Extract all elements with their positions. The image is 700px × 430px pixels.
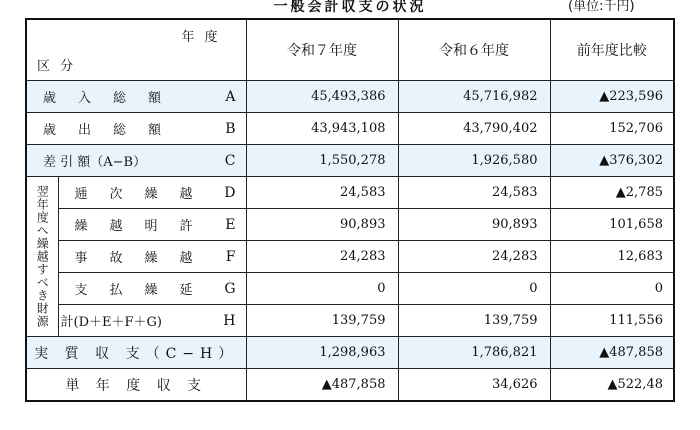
row-name-char: 越 [109,219,123,234]
row-label-a [26,81,246,113]
row-name-char: 越 [179,251,193,266]
cell-r6: 1,926,580 [398,145,550,177]
corner-year-label: 年度 [181,30,228,45]
row-code: A [225,88,236,105]
row-name-char: 越 [179,187,193,202]
row-label-c [26,145,246,177]
cell-r7: 139,759 [246,305,398,337]
row-name-char: 総 [112,123,126,138]
row-name-char: 繰 [74,219,88,234]
row-name-char: 額 [147,91,161,106]
row-name-char: 総 [112,91,126,106]
row-label-d [58,177,246,209]
row-code: E [225,216,236,233]
row-name-char: 繰 [144,187,158,202]
header-corner-cell [26,19,246,81]
cell-diff: ▲2,785 [550,177,674,209]
cell-r6: 1,786,821 [398,337,550,369]
cell-r6: 45,716,982 [398,81,550,113]
cell-diff: 101,658 [550,209,674,241]
row-label-real [26,337,246,369]
row-label-g [58,273,246,305]
row-name [75,215,193,234]
row-name [75,247,193,266]
row-code: D [224,184,236,201]
cell-r7: 45,493,386 [246,81,398,113]
cell-diff: ▲522,48 [550,369,674,402]
row-name-char: 出 [77,123,91,138]
row-code: C [224,152,236,169]
column-header-diff: 前年度比較 [550,19,674,81]
row-label-e [58,209,246,241]
cell-r6: 24,283 [398,241,550,273]
table-row [26,177,674,209]
row-code: B [225,120,236,137]
cell-r6: 24,583 [398,177,550,209]
cell-diff: 12,683 [550,241,674,273]
cell-r7: 1,550,278 [246,145,398,177]
table-row [26,305,674,337]
row-name-char: 入 [77,91,91,106]
cell-diff: 152,706 [550,113,674,145]
row-name-char: 額 [147,123,161,138]
unit-label: (単位:千円) [568,0,635,14]
cell-r6: 90,893 [398,209,550,241]
row-name [75,183,193,202]
table-row [26,337,674,369]
row-name-char: 事 [74,251,88,266]
cell-diff: 111,556 [550,305,674,337]
row-name-char: 次 [109,187,123,202]
row-label-f [58,241,246,273]
cell-r6: 34,626 [398,369,550,402]
row-name-char: 支 [74,283,88,298]
table-row [26,241,674,273]
table-row [26,273,674,305]
row-name [43,119,161,138]
table-row [26,369,674,402]
cell-r7: ▲487,858 [246,369,398,402]
table-row [26,81,674,113]
row-code: H [223,312,236,329]
page-title: 一般会計収支の状況 [273,0,427,15]
row-name [43,87,161,106]
carry-group-label-cell [26,177,58,337]
carry-group-label: 翌年度へ繰越すべき財源 [35,185,50,328]
row-label-single [26,369,246,402]
cell-r7: 90,893 [246,209,398,241]
cell-r7: 24,283 [246,241,398,273]
cell-r6: 0 [398,273,550,305]
column-header-r7: 令和７年度 [246,19,398,81]
row-name-char: 延 [179,283,193,298]
row-code: F [225,248,236,265]
row-name-char: 歳 [43,91,57,106]
cell-diff: ▲223,596 [550,81,674,113]
cell-r6: 43,790,402 [398,113,550,145]
corner-category-label: 区分 [37,59,84,74]
row-name: 差 引 額（A−B） [43,155,147,170]
row-name-char: 許 [179,219,193,234]
cell-r6: 139,759 [398,305,550,337]
row-name [75,279,193,298]
cell-diff: 0 [550,273,674,305]
row-code: G [224,280,236,297]
row-name: 実 質 収 支（C−H） [34,345,239,362]
general-account-table [25,18,675,402]
cell-diff: ▲487,858 [550,337,674,369]
row-name-char: 繰 [144,251,158,266]
cell-r7: 24,583 [246,177,398,209]
table-header-row [26,19,674,81]
row-name-char: 歳 [43,123,57,138]
cell-r7: 1,298,963 [246,337,398,369]
table-row [26,113,674,145]
cell-r7: 0 [246,273,398,305]
table-row [26,145,674,177]
row-label-b [26,113,246,145]
cell-r7: 43,943,108 [246,113,398,145]
row-name-char: 繰 [144,283,158,298]
cell-diff: ▲376,302 [550,145,674,177]
row-name: 単 年 度 収 支 [65,377,208,394]
row-name-char: 払 [109,283,123,298]
row-name-char: 明 [144,219,158,234]
row-name-char: 故 [109,251,123,266]
row-name-char: 逓 [74,187,88,202]
row-label-h [58,305,246,337]
row-name: 計(D＋E＋F＋G) [60,315,162,330]
column-header-r6: 令和６年度 [398,19,550,81]
table-row [26,209,674,241]
